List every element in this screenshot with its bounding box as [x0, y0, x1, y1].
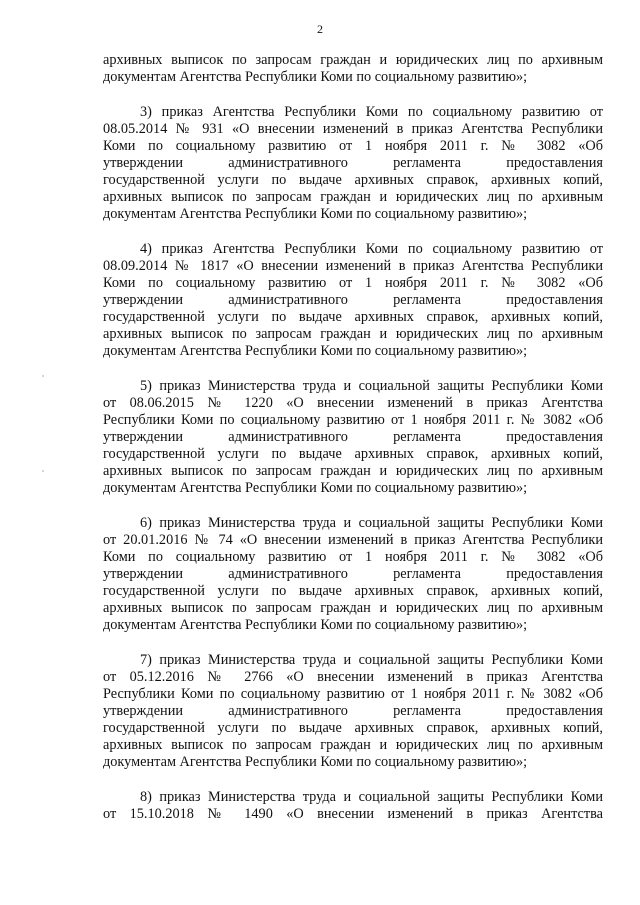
- text-line: архивных выписок по запросам граждан и юридических лиц по архивным: [103, 52, 603, 68]
- text-line: государственной услуги по выдаче архивных справок, архивных копий,: [103, 172, 603, 188]
- text-line: утверждении административного регламента предоставления: [103, 292, 603, 308]
- text-line: от 05.12.2016 № 2766 «О внесении изменений в приказ Агентства: [103, 669, 603, 685]
- list-item-5: [103, 378, 603, 497]
- text-line: документам Агентства Республики Коми по социальному развитию»;: [103, 754, 528, 770]
- text-line: архивных выписок по запросам граждан и юридических лиц по архивным: [103, 600, 603, 616]
- text-line: архивных выписок по запросам граждан и юридических лиц по архивным: [103, 463, 603, 479]
- document-body: [103, 52, 603, 823]
- text-line: документам Агентства Республики Коми по социальному развитию»;: [103, 480, 528, 496]
- text-line: архивных выписок по запросам граждан и юридических лиц по архивным: [103, 737, 603, 753]
- text-line: от 08.06.2015 № 1220 «О внесении изменений в приказ Агентства: [103, 395, 603, 411]
- text-line: документам Агентства Республики Коми по социальному развитию»;: [103, 617, 528, 633]
- text-line: от 20.01.2016 № 74 «О внесении изменений в приказ Агентства Республики: [103, 532, 603, 548]
- text-line: Республики Коми по социальному развитию от 1 ноября 2011 г. № 3082 «Об: [103, 412, 603, 428]
- text-line: Республики Коми по социальному развитию от 1 ноября 2011 г. № 3082 «Об: [103, 686, 603, 702]
- text-line: 5) приказ Министерства труда и социальной защиты Республики Коми: [140, 378, 603, 394]
- text-line: Коми по социальному развитию от 1 ноября 2011 г. № 3082 «Об: [103, 549, 603, 565]
- text-line: документам Агентства Республики Коми по социальному развитию»;: [103, 206, 528, 222]
- text-line: Коми по социальному развитию от 1 ноября 2011 г. № 3082 «Об: [103, 275, 603, 291]
- paragraph-continuation: [103, 52, 603, 86]
- list-item-6: [103, 515, 603, 634]
- text-line: архивных выписок по запросам граждан и юридических лиц по архивным: [103, 326, 603, 342]
- scan-speck: [42, 470, 44, 472]
- text-line: утверждении административного регламента предоставления: [103, 566, 603, 582]
- text-line: 6) приказ Министерства труда и социальной защиты Республики Коми: [140, 515, 603, 531]
- text-line: 8) приказ Министерства труда и социальной защиты Республики Коми: [140, 789, 603, 805]
- text-line: 7) приказ Министерства труда и социальной защиты Республики Коми: [140, 652, 603, 668]
- text-line: утверждении административного регламента предоставления: [103, 703, 603, 719]
- text-line: архивных выписок по запросам граждан и юридических лиц по архивным: [103, 189, 603, 205]
- text-line: 4) приказ Агентства Республики Коми по социальному развитию от: [140, 241, 603, 257]
- list-item-8: [103, 789, 603, 823]
- page-number: 2: [317, 22, 323, 36]
- text-line: от 15.10.2018 № 1490 «О внесении изменений в приказ Агентства: [103, 806, 603, 822]
- text-line: 3) приказ Агентства Республики Коми по социальному развитию от: [140, 104, 603, 120]
- text-line: Коми по социальному развитию от 1 ноября 2011 г. № 3082 «Об: [103, 138, 603, 154]
- list-item-7: [103, 652, 603, 771]
- text-line: документам Агентства Республики Коми по социальному развитию»;: [103, 343, 528, 359]
- list-item-4: [103, 241, 603, 360]
- text-line: 08.05.2014 № 931 «О внесении изменений в приказ Агентства Республики: [103, 121, 603, 137]
- text-line: утверждении административного регламента предоставления: [103, 429, 603, 445]
- text-line: государственной услуги по выдаче архивных справок, архивных копий,: [103, 720, 603, 736]
- text-line: документам Агентства Республики Коми по социальному развитию»;: [103, 69, 528, 85]
- scan-speck: [42, 375, 44, 377]
- text-line: государственной услуги по выдаче архивных справок, архивных копий,: [103, 309, 603, 325]
- text-line: государственной услуги по выдаче архивных справок, архивных копий,: [103, 583, 603, 599]
- text-line: государственной услуги по выдаче архивных справок, архивных копий,: [103, 446, 603, 462]
- text-line: утверждении административного регламента предоставления: [103, 155, 603, 171]
- text-line: 08.09.2014 № 1817 «О внесении изменений в приказ Агентства Республики: [103, 258, 603, 274]
- list-item-3: [103, 104, 603, 223]
